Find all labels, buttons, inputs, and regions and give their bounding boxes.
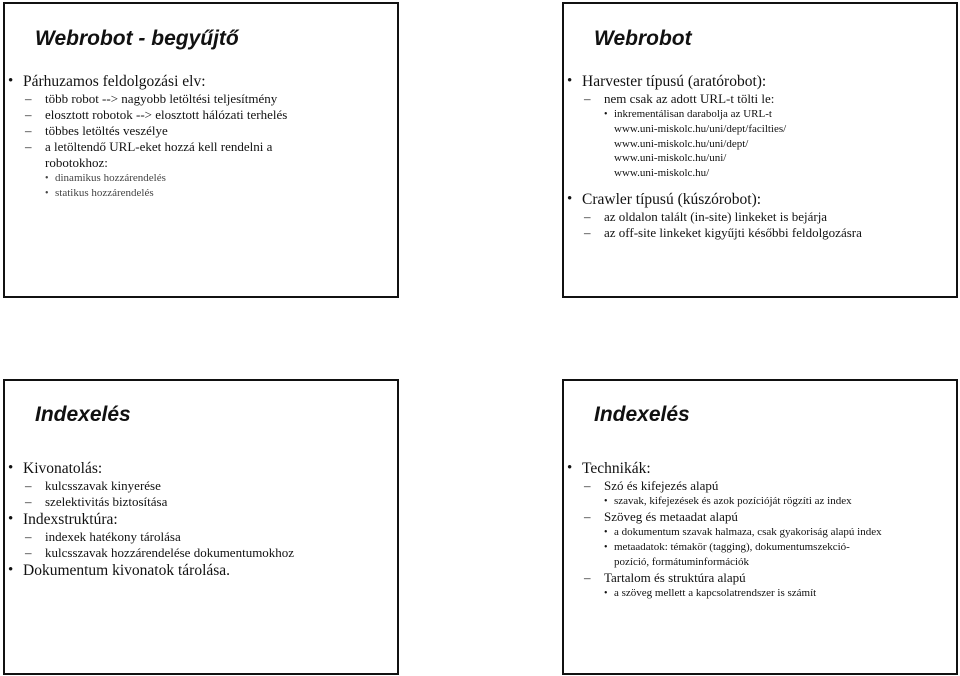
slide-body	[5, 459, 397, 580]
slide-body	[564, 459, 956, 601]
sub-item: • dinamikus hozzárendelés	[5, 171, 397, 186]
dash-item: – több robot --> nagyobb letöltési teljesítmény	[5, 91, 397, 107]
bullet-dokumentum-kivonatok: • Dokumentum kivonatok tárolása.	[5, 561, 397, 580]
sub-item: • metaadatok: témakör (tagging), dokumentumszekció-	[564, 540, 956, 555]
dash-item-continuation: robotokhoz:	[45, 155, 108, 170]
dash-item: – kulcsszavak kinyerése	[5, 478, 397, 494]
dash-item: – nem csak az adott URL-t tölti le:	[564, 91, 956, 107]
dash-item: – az off-site linkeket kigyűjti későbbi feldolgozásra	[564, 225, 956, 241]
slide-title: Webrobot	[594, 27, 692, 50]
slide-webrobot	[562, 2, 958, 298]
dash-item: – Szöveg és metaadat alapú	[564, 509, 956, 525]
sub-item: • statikus hozzárendelés	[5, 186, 397, 201]
slide-body	[5, 72, 397, 201]
dash-item: – az oldalon talált (in-site) linkeket is bejárja	[564, 209, 956, 225]
dash-item: – többes letöltés veszélye	[5, 123, 397, 139]
bullet-indexstruktura: • Indexstruktúra:	[5, 510, 397, 529]
dash-item: – Tartalom és struktúra alapú	[564, 570, 956, 586]
sub-item: • szavak, kifejezések és azok pozícióját rögzíti az index	[564, 494, 956, 509]
url-item: www.uni-miskolc.hu/uni/	[614, 152, 727, 164]
slide-indexeles-2	[562, 379, 958, 675]
sub-item: • a dokumentum szavak halmaza, csak gyakoriság alapú index	[564, 525, 956, 540]
url-item: www.uni-miskolc.hu/uni/dept/facilties/	[614, 123, 787, 135]
sub-item: • a szöveg mellett a kapcsolatrendszer is számít	[564, 586, 956, 601]
bullet-kivonatolas: • Kivonatolás:	[5, 459, 397, 478]
url-item: www.uni-miskolc.hu/	[614, 166, 710, 179]
dash-item: – elosztott robotok --> elosztott hálózati terhelés	[5, 107, 397, 123]
slide-title: Indexelés	[594, 403, 690, 426]
bullet-harvester: • Harvester típusú (aratórobot):	[564, 72, 956, 91]
url-item: www.uni-miskolc.hu/uni/dept/	[614, 137, 749, 150]
dash-item: – kulcsszavak hozzárendelése dokumentumokhoz	[5, 545, 397, 561]
sub-item: • inkrementálisan darabolja az URL-t	[564, 107, 956, 122]
slide-webrobot-begyujto	[3, 2, 399, 298]
bullet-parallel-principle: • Párhuzamos feldolgozási elv:	[5, 72, 397, 91]
slide-title: Webrobot - begyűjtő	[35, 27, 239, 50]
slide-body	[564, 72, 956, 241]
dash-item: – Szó és kifejezés alapú	[564, 478, 956, 494]
bullet-technikak: • Technikák:	[564, 459, 956, 478]
dash-item: – a letöltendő URL-eket hozzá kell rendelni a	[5, 139, 397, 155]
bullet-crawler: • Crawler típusú (kúszórobot):	[564, 190, 956, 209]
slide-title: Indexelés	[35, 403, 131, 426]
slide-indexeles-1	[3, 379, 399, 675]
dash-item: – indexek hatékony tárolása	[5, 529, 397, 545]
dash-item: – szelektivitás biztosítása	[5, 494, 397, 510]
sub-item-continuation: pozíció, formátuminformációk	[614, 556, 750, 568]
